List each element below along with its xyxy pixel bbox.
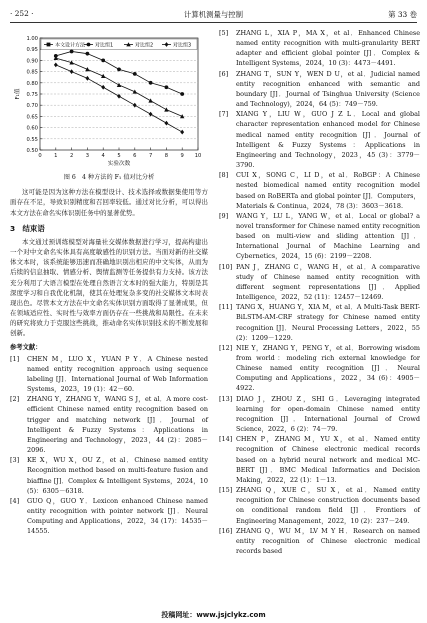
y-tick-label: 0.90: [26, 58, 38, 65]
x-tick-label: 7: [148, 153, 153, 159]
x-tick-label: 1: [54, 153, 58, 159]
reference-item: [2] ZHANG Y，ZHANG Y，WANG S J，et al．A more cost-efficient Chinese named entity recognition based on trigger and matching network [J]．Journal of Intelligent & Fuzzy Systems：Applications in Engineering and Technology，2023，44 (2)：2085－2096.: [10, 395, 208, 455]
legend-label: 本文设计方法: [55, 42, 86, 49]
journal-title: 计算机测量与控制: [183, 10, 244, 19]
page-number: · 252 ·: [10, 9, 34, 18]
x-tick-label: 2: [69, 153, 74, 159]
paragraph: 这可能是因为这种方法在模型设计、技术选择或数据集使用等方面存在不足，导致识别精度和召回率较低。通过对比分析，可以得出本文方法在命名实体识别任务中的显著优势。: [10, 188, 208, 217]
data-point: [87, 43, 91, 47]
volume-label: 第 33 卷: [388, 10, 417, 19]
data-point: [47, 43, 51, 47]
right-column: [219, 28, 420, 556]
y-tick-label: 0.85: [26, 69, 38, 76]
reference-item: [15] ZHANG Q，XUE C，SU X，et al．Named entity recognition for Chinese construction documents based on conditional random field [J]．Frontiers of Engineering Management，2022，10 (2)：237－249.: [219, 486, 420, 525]
references-title: 参考文献：: [10, 343, 42, 351]
references-list-left: [10, 354, 208, 537]
y-axis-label: F₁值: [15, 88, 21, 100]
legend-label: 对比组3: [173, 42, 192, 49]
reference-item: [12] NIE Y，ZHANG Y，PENG Y，et al．Borrowing wisdom from world：modeling rich external knowledge for Chinese named entity recognition [J]．Neural Computing and Applications，2022，34 (6)：4905－4922.: [219, 343, 420, 393]
x-tick-label: 9: [180, 153, 184, 159]
x-tick-label: 5: [117, 153, 121, 159]
y-tick-label: 0.70: [26, 103, 38, 110]
data-point: [165, 85, 169, 89]
reference-item: [13] DIAO J，ZHOU Z，SHI G．Leveraging integrated learning for open-domain Chinese named entity recognition [J]．International Journal of Crowd Science，2022，6 (2)：74－79.: [219, 394, 420, 434]
y-tick-label: 0.80: [26, 80, 38, 87]
reference-item: [5] ZHANG L，XIA P，MA X，et al．Enhanced Chinese named entity recognition with multi-granularity BERT adapter and efficient global pointer [J]．Complex & Intelligent Systems，2024，10 (3)：4473－4491.: [219, 29, 420, 68]
data-point: [149, 81, 153, 85]
page-header: [10, 6, 417, 20]
reference-item: [6] ZHANG T，SUN Y，WEN D U，et al．Judicial named entity recognition enhanced with semantic and boundary [J]．Journal of Tsinghua University (Science and Technology)，2024，64 (5)：749－759.: [219, 69, 420, 109]
reference-item: [9] WANG Y，LU L，YANG W，et al．Local or global? a novel transformer for Chinese named entity recognition based on multi-view and sliding attention [J]．International Journal of Machine Learning and Cybernetics，2024，15 (6)：2199－2208.: [219, 211, 420, 261]
reference-item: [7] XIANG Y，LIU W，GUO J Z L．Local and global character representation enhanced model for Chinese medical named entity recognition [J]．Journal of Intelligent & Fuzzy Systems：Applications in Engineering and Technology，2023，45 (3)：3779－3790.: [219, 110, 420, 170]
x-tick-label: 0: [38, 153, 42, 159]
legend: [41, 39, 197, 50]
reference-item: [3] KE X，WU X，OU Z，et al．Chinese named entity Recognition method based on multi-feature fusion and biaffine [J]．Complex & Intelligent Systems，2024，10 (5)：6305－6318.: [10, 456, 208, 495]
reference-item: [10] PAN J，ZHANG C，WANG H，et al．A comparative study of Chinese named entity recognition with different segment representations [J]．Applied Intelligence，2022，52 (11)：12457－12469.: [219, 262, 420, 302]
reference-item: [11] TANG X，HUANG Y，XIA M，et al．A Multi-Task BERT-BiLSTM-AM-CRF strategy for Chinese named entity recognition [J]．Neural Processing Letters，2022，55 (2)：1209－1229.: [219, 303, 420, 342]
data-point: [133, 72, 137, 76]
data-point: [101, 59, 105, 63]
y-tick-label: 0.50: [26, 148, 38, 154]
y-tick-label: 1.00: [26, 36, 38, 42]
y-tick-label: 0.75: [26, 92, 38, 98]
x-tick-label: 3: [85, 153, 90, 159]
reference-item: [16] ZHANG Q，WU M，LV M Y H．Research on named entity recognition of Chinese electronic medical records based: [219, 526, 420, 555]
y-tick-label: 0.60: [26, 125, 38, 132]
paragraph: 本文通过预训练模型对海量社交媒体数据进行学习，提高构建出一个对中文命名实体具有高度敏感性的识别方法。当面对新的社交媒体文本时，该系统能够迅速而准确地识别出相应的中文实体，从而为后续的信息抽取、情感分析、舆情监测等任务提供有力支持。该方法充分利用了大语言模型在处理自然语言文本时的强大能力，特别是其深度学习和自我优化机制，使其在处理复杂多变的社交媒体文本时表现出色。尽管本文方法在中文命名实体识别方面取得了显著成果，但在领域适应性、实时性与效率方面仍存在一些挑战和局限性。在未来的研究将致力于克服这些挑战，推动命名实体识别技术的不断发展和创新。: [10, 237, 208, 338]
y-tick-label: 0.95: [26, 47, 38, 54]
footer-url: 投稿网址：www.jsjclykz.com: [161, 611, 266, 619]
data-point: [180, 92, 184, 96]
section-heading: 3 结束语: [10, 223, 45, 233]
legend-label: 对比组2: [135, 42, 154, 49]
x-tick-label: 8: [164, 153, 169, 159]
y-tick-label: 0.55: [26, 136, 38, 143]
y-tick-label: 0.65: [26, 114, 38, 121]
x-axis-label: 实验次数: [107, 161, 131, 167]
reference-item: [8] CUI X，SONG C，LI D，et al．RoBGP：A Chinese nested biomedical named entity recognition model based on RoBERTa and global pointer [J]．Computers，Materials & Continua，2024，78 (3)：3603－3618.: [219, 171, 420, 210]
x-tick-label: 10: [194, 153, 202, 159]
data-point: [86, 52, 90, 56]
header-rule: [10, 22, 417, 23]
left-column: [10, 28, 208, 536]
reference-item: [4] GUO Q，GUO Y．Lexicon enhanced Chinese named entity recognition with pointer network [J]．Neural Computing and Applications，2022，34 (17)：14535－14555.: [10, 496, 208, 536]
figure-caption: 图 6 4 种方法的 F₁ 值对比分析: [63, 174, 155, 182]
legend-label: 对比组1: [95, 42, 114, 49]
reference-item: [14] CHEN P，ZHANG M，YU X，et al．Named entity recognition of Chinese electronic medical records based on a hybrid neural network and medical MC-BERT [J]．BMC Medical Informatics and Decision Making，2022，22 (1)：1－13.: [219, 435, 420, 484]
data-point: [70, 50, 74, 54]
data-point: [117, 67, 121, 71]
reference-item: [1] CHEN M，LUO X，YUAN P Y．A Chinese nested named entity recognition approach using sequence labeling [J]．International Journal of Web Information Systems，2023，19 (1)：42－60.: [10, 354, 208, 394]
f1-comparison-chart: [10, 28, 208, 170]
x-tick-label: 6: [133, 153, 137, 159]
x-tick-label: 4: [101, 153, 105, 159]
